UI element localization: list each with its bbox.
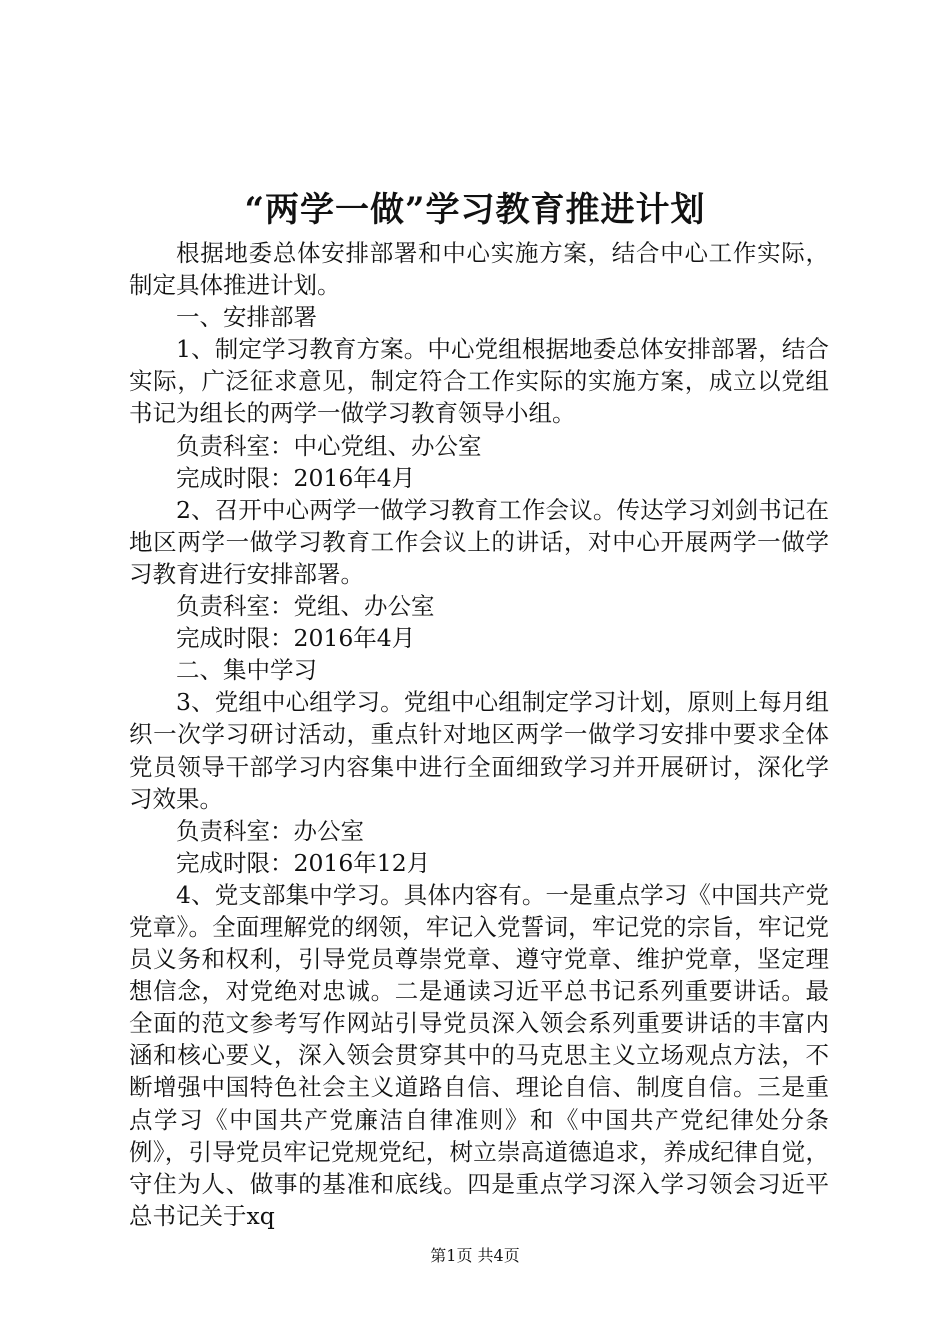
deadline: 完成时限：2016年4月: [176, 463, 416, 492]
section-heading: 二、集中学习: [176, 656, 317, 685]
paragraph: 4、党支部集中学习。具体内容有。一是重点学习《中国共产党党章》。全面理解党的纲领，牢记入党誓词，牢记党的宗旨，牢记党员义务和权利，引导党员尊崇党章、遵守党章、维护党章，坚定理想信念，对党绝对忠诚。二是通读习近平总书记系列重要讲话。最全面的范文参考写作网站引导党员深入领会系列重要讲话的丰富内涵和核心要义，深入领会贯穿其中的马克思主义立场观点方法，不断增强中国特色社会主义道路自信、理论自信、制度自信。三是重点学习《中国共产党廉洁自律准则》和《中国共产党纪律处分条例》，引导党员牢记党规党纪，树立崇高道德追求，养成纪律自觉，守住为人、做事的基准和底线。四是重点学习深入学习领会习近平总书记关于xq: [129, 880, 829, 1230]
deadline: 完成时限：2016年12月: [176, 848, 431, 877]
responsible-dept: 负责科室：办公室: [176, 816, 364, 845]
document-body: [129, 237, 829, 1232]
section-heading: 一、安排部署: [176, 303, 317, 332]
responsible-dept: 负责科室：中心党组、办公室: [176, 431, 482, 460]
paragraph: 3、党组中心组学习。党组中心组制定学习计划，原则上每月组织一次学习研讨活动，重点针对地区两学一做学习安排中要求全体党员领导干部学习内容集中进行全面细致学习并开展研讨，深化学习效果。: [129, 688, 829, 813]
paragraph: 2、召开中心两学一做学习教育工作会议。传达学习刘剑书记在地区两学一做学习教育工作会议上的讲话，对中心开展两学一做学习教育进行安排部署。: [129, 495, 829, 588]
responsible-dept: 负责科室：党组、办公室: [176, 592, 435, 621]
document-title: “两学一做”学习教育推进计划: [244, 190, 706, 230]
page-footer: 第1页 共4页: [430, 1246, 520, 1265]
paragraph: 根据地委总体安排部署和中心实施方案，结合中心工作实际，制定具体推进计划。: [129, 239, 829, 300]
paragraph: 1、制定学习教育方案。中心党组根据地委总体安排部署，结合实际，广泛征求意见，制定符合工作实际的实施方案，成立以党组书记为组长的两学一做学习教育领导小组。: [129, 335, 829, 428]
deadline: 完成时限：2016年4月: [176, 624, 416, 653]
